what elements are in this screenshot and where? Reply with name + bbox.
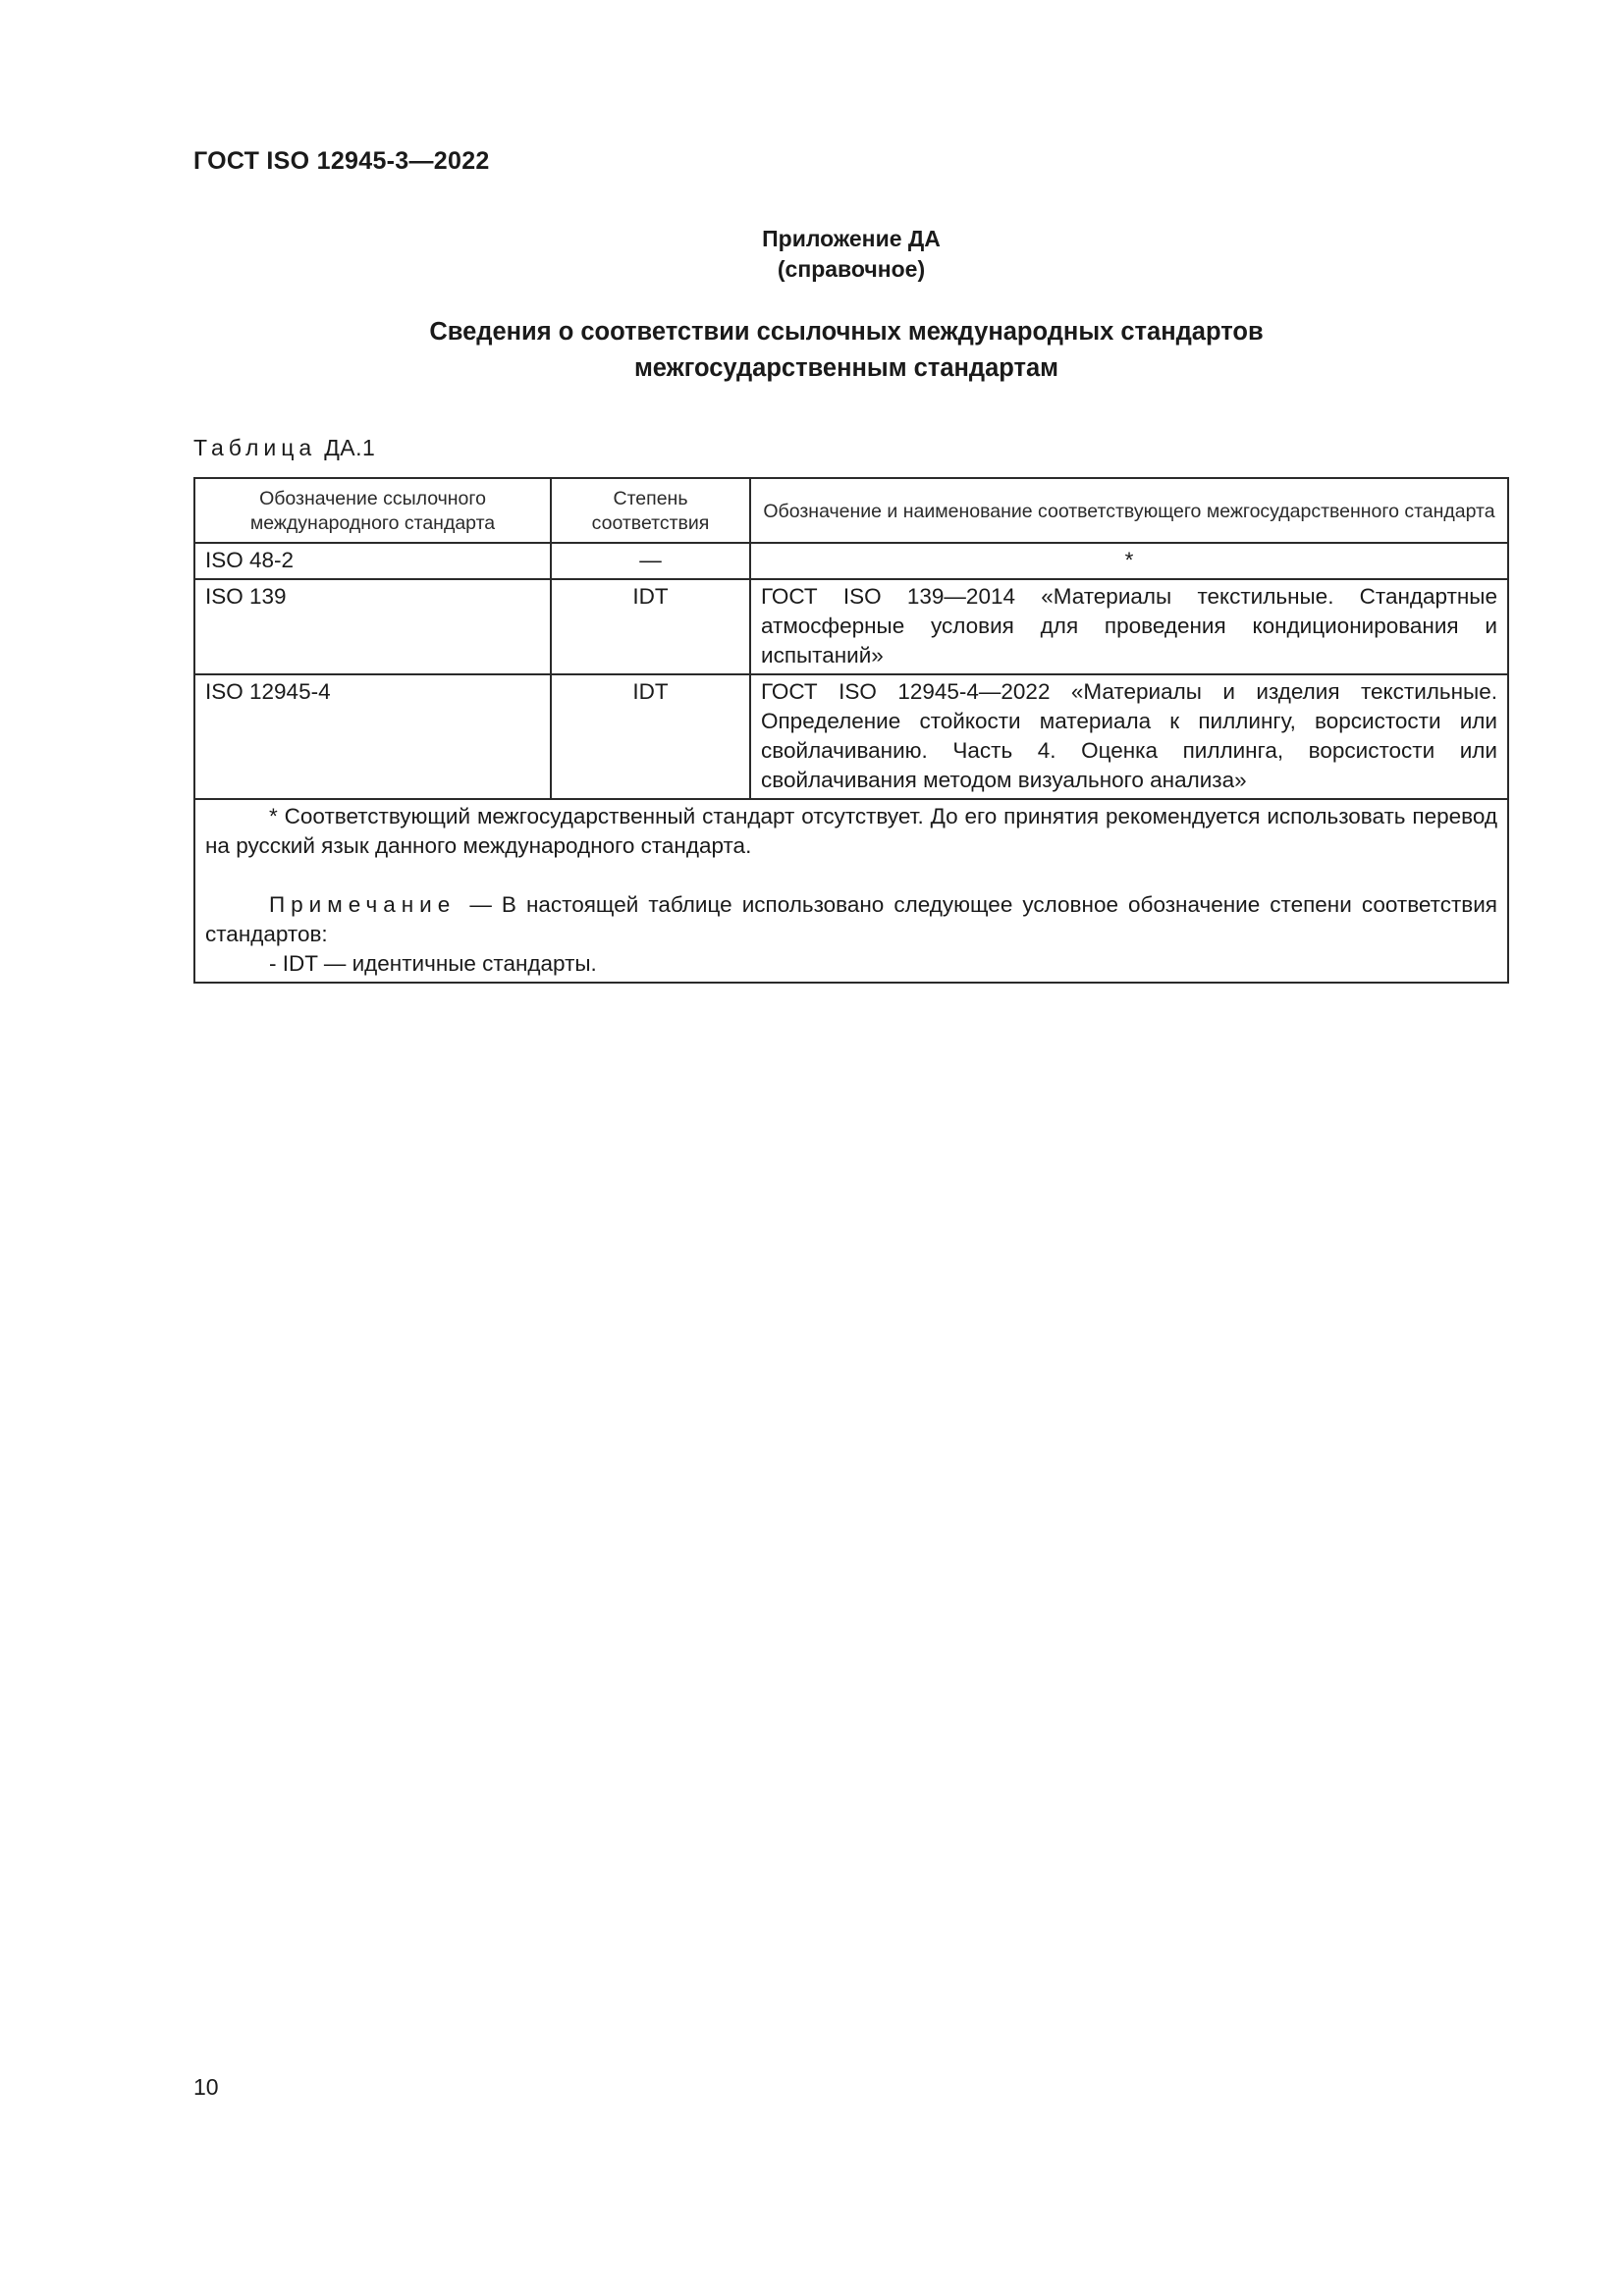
table-caption-number: ДА.1 <box>324 435 376 460</box>
cell-degree: IDT <box>551 579 750 674</box>
cell-national-standard: ГОСТ ISO 12945-4—2022 «Материалы и изделия текстильные. Определение стойкости материала к пиллингу, ворсистости или свойлачиванию. Часть 4. Оценка пиллинга, ворсистости или свойлачивания методом визуального анализа» <box>750 674 1508 799</box>
cell-designation: ISO 48-2 <box>194 543 551 579</box>
table-note-text: — В настоящей таблице использовано следующее условное обозначение степени соответствия стандартов: <box>205 892 1497 946</box>
section-heading-line-2: межгосударственным стандартам <box>633 354 1059 382</box>
section-heading-line-1: Сведения о соответствии ссылочных международных стандартов <box>429 318 1264 346</box>
table-note <box>205 890 1497 949</box>
appendix-subtitle: (справочное) <box>777 256 926 282</box>
table-row <box>194 579 1508 674</box>
table-header-row <box>194 478 1508 543</box>
table-footnote-cell <box>194 799 1508 983</box>
section-heading <box>0 314 1624 387</box>
table-caption-label: Таблица <box>193 435 317 460</box>
document-code: ГОСТ ISO 12945-3—2022 <box>193 147 490 175</box>
correspondence-table <box>193 477 1509 984</box>
cell-degree: — <box>551 543 750 579</box>
table-note-item: - IDT — идентичные стандарты. <box>269 951 597 976</box>
table-note-label: Примечание <box>269 892 457 917</box>
appendix-title-block <box>0 224 1624 285</box>
table-row <box>194 674 1508 799</box>
cell-national-standard: * <box>750 543 1508 579</box>
cell-designation: ISO 139 <box>194 579 551 674</box>
page-number: 10 <box>193 2074 219 2100</box>
header-national-standard: Обозначение и наименование соответствующего межгосударственного стандарта <box>750 478 1508 543</box>
table-caption <box>193 435 375 461</box>
cell-national-standard: ГОСТ ISO 139—2014 «Материалы текстильные. Стандартные атмосферные условия для проведения кондиционирования и испытаний» <box>750 579 1508 674</box>
header-degree: Степень соответствия <box>551 478 750 543</box>
cell-designation: ISO 12945-4 <box>194 674 551 799</box>
table-row <box>194 543 1508 579</box>
cell-degree: IDT <box>551 674 750 799</box>
table-footnote-row <box>194 799 1508 983</box>
table-footnote: * Соответствующий межгосударственный стандарт отсутствует. До его принятия рекомендуется использовать перевод на русский язык данного международного стандарта. <box>205 804 1497 858</box>
header-designation: Обозначение ссылочного международного стандарта <box>194 478 551 543</box>
appendix-title: Приложение ДА <box>762 226 941 251</box>
